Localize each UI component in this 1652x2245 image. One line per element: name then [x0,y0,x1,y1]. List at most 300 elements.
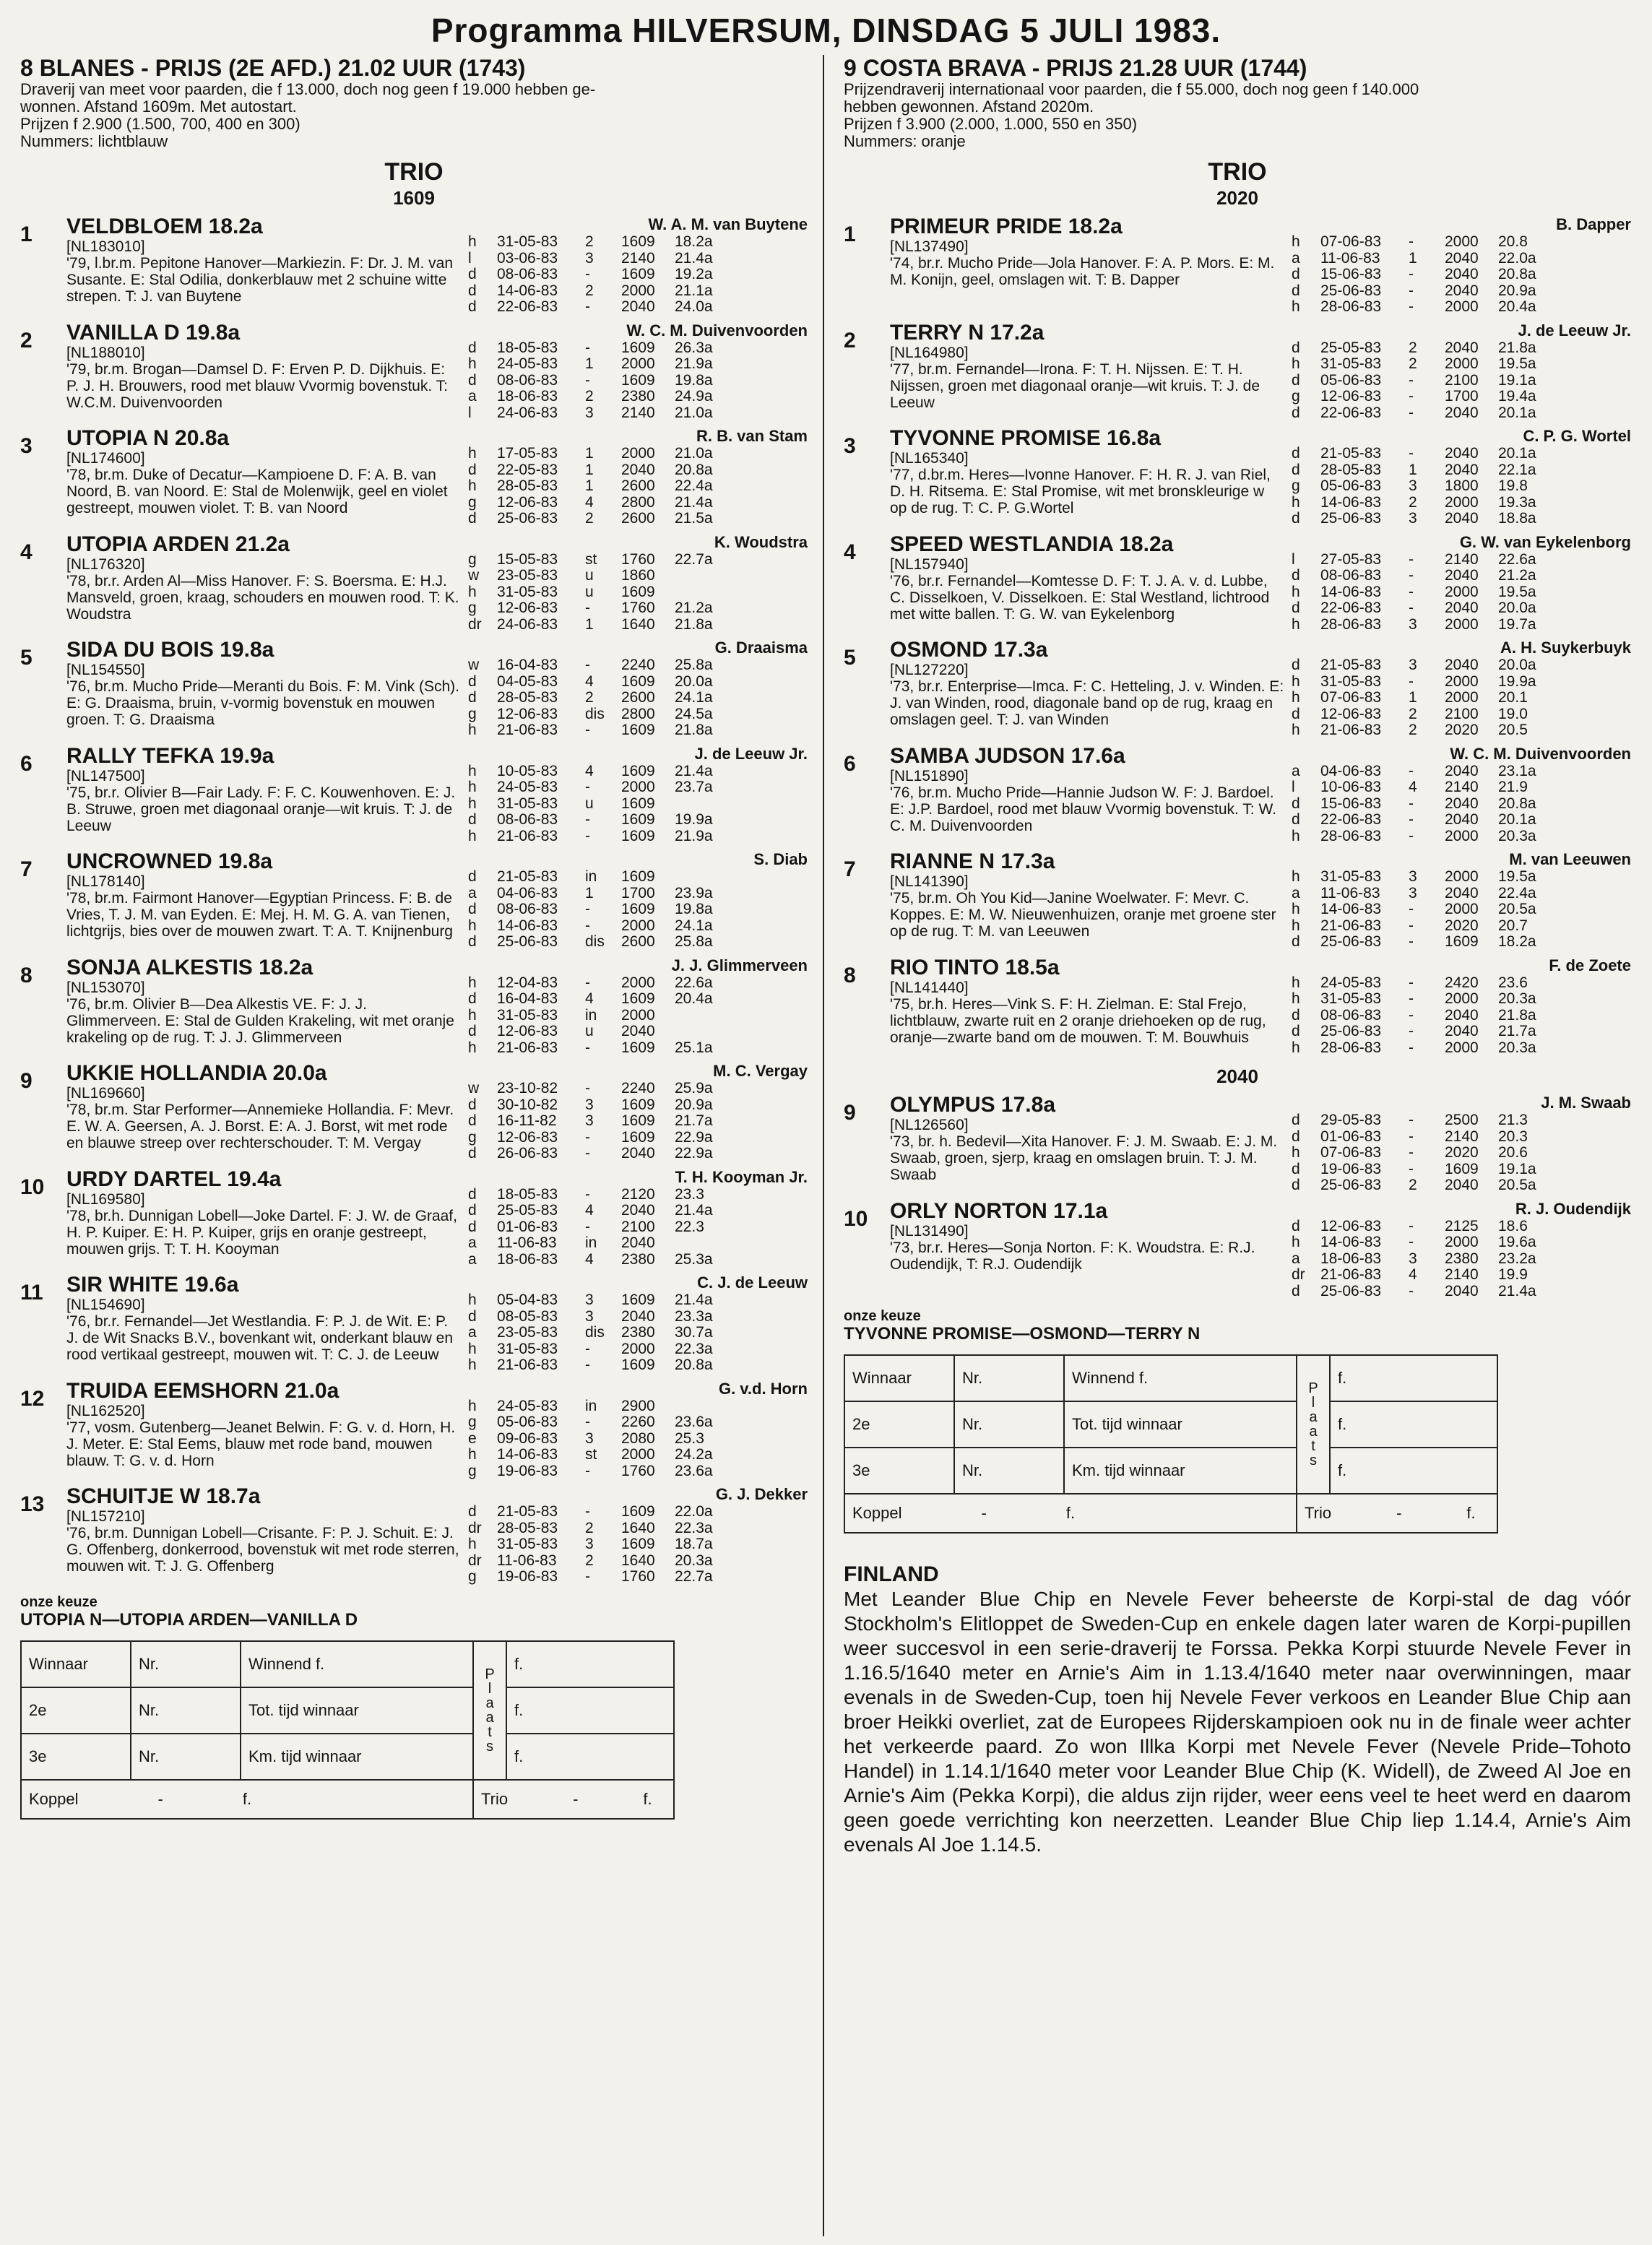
form-cell: 31-05-83 [497,1536,558,1552]
form-cell: g [468,1568,477,1585]
form-cell: 08-06-83 [497,811,558,828]
form-cell: 20.0a [1498,657,1536,673]
form-cell: 2120 [621,1185,655,1203]
form-cell: 2040 [1445,282,1479,299]
result-amount: f. [506,1734,674,1780]
form-cell: 2 [585,510,594,527]
form-cell: 10-06-83 [1320,779,1382,795]
horse-description: '76, br.m. Mucho Pride—Meranti du Bois. F: M. Vink (Sch). E: G. Draaisma, bruin, v-vormig bovenstuk en mouwen groen. T: G. Draaisma [66,678,459,728]
horse-entry [20,850,808,951]
form-row [468,251,808,267]
form-row [468,267,808,283]
horse-registration: [NL147500] [66,767,145,784]
form-cell: 15-05-83 [497,550,558,568]
form-cell: 2000 [621,445,655,462]
horse-registration: [NL154690] [66,1297,145,1313]
form-cell: 31-05-83 [1320,355,1382,372]
form-cell: u [585,795,594,812]
distance-heading: 1609 [393,187,435,209]
form-cell: a [468,1234,477,1251]
result-amount: f. [506,1641,674,1687]
form-cell: 20.3a [1498,827,1536,844]
form-cell: 22.3a [675,1340,713,1357]
form-cell: 20.4a [675,990,713,1007]
form-cell: u [585,583,594,600]
form-cell: h [468,233,477,250]
horse-name: UKKIE HOLLANDIA 20.0a [66,1061,327,1085]
form-cell: 22.7a [675,1568,713,1585]
horse-form [1292,745,1631,845]
form-cell: 04-06-83 [1320,762,1382,779]
horse-entry [844,1094,1631,1194]
horse-entry [844,427,1631,527]
form-row [468,796,808,813]
form-row [1292,568,1631,584]
form-cell: 2140 [1445,1128,1479,1145]
form-cell: 4 [585,1250,594,1268]
form-cell: 19.1a [1498,1160,1536,1177]
form-cell: - [1409,811,1414,828]
form-cell: h [468,917,477,934]
form-cell: 2140 [621,249,655,267]
form-cell: - [585,657,590,673]
form-cell: 2 [585,233,594,250]
horse-driver: R. J. Oudendijk [1515,1199,1631,1218]
form-cell: d [468,901,477,917]
form-row [1292,478,1631,495]
form-cell: 23-10-82 [497,1080,558,1096]
form-cell: - [585,600,590,616]
form-cell: 2100 [621,1218,655,1235]
plaats-letter: l [488,1680,492,1697]
form-row [1292,796,1631,813]
form-cell: d [468,990,477,1007]
horse-details [66,1062,461,1162]
form-cell: 2100 [1445,705,1479,722]
horse-description: '76, br.m. Mucho Pride—Hannie Judson W. F: J. Bardoel. E: J.P. Bardoel, rood met blauw Vvormig bovenstuk. T: W. C. M. Duivenvoorden [890,784,1276,834]
result-field: Winnend f. [1064,1355,1297,1401]
form-cell: 2040 [1445,339,1479,356]
form-cell: 1609 [621,233,655,250]
race-info-line: wonnen. Afstand 1609m. Met autostart. [20,98,297,116]
form-cell: 22-06-83 [1320,600,1382,616]
form-cell: 25-06-83 [497,933,558,950]
form-cell: 4 [585,990,594,1007]
form-cell: 20.5 [1498,722,1528,738]
form-cell: d [468,1023,477,1039]
trio-f: f. [1466,1504,1476,1522]
form-cell: 2000 [1445,298,1479,315]
horse-form [1292,1094,1631,1194]
horse-name: SIR WHITE 19.6a [66,1273,239,1297]
form-cell: 2000 [621,974,655,991]
form-cell: h [468,1039,477,1056]
form-cell: - [1409,1234,1414,1250]
form-row [1292,511,1631,527]
form-row [468,764,808,780]
form-cell: 2900 [621,1397,655,1414]
form-cell: d [1292,339,1300,356]
form-cell: 2040 [1445,249,1479,267]
result-field: Tot. tijd winnaar [241,1687,473,1734]
form-cell: 20.3a [675,1552,713,1569]
horse-details [890,1094,1284,1194]
horse-details [66,1168,461,1268]
form-cell: - [1409,672,1414,690]
form-cell: 24.1a [675,689,713,706]
form-cell: 22-05-83 [497,461,558,478]
race-heading: 8 BLANES - PRIJS (2E AFD.) 21.02 UUR (1743) [20,55,526,81]
form-cell: h [1292,355,1300,372]
form-cell: 22-06-83 [497,298,558,315]
horse-description: '78, br.m. Duke of Decatur—Kampioene D. F: A. B. van Noord, B. van Noord. E: Stal de Molenwijk, geel en violet gestreept, mouwen violet. T: B. van Noord [66,467,448,516]
trio-dash: - [573,1789,579,1808]
form-cell: d [1292,795,1300,812]
form-cell: - [1409,1112,1414,1128]
form-cell: 21.4a [675,762,713,779]
form-cell: - [1409,1128,1414,1145]
form-cell: d [1292,1006,1300,1024]
result-label: 3e [844,1448,954,1494]
form-cell: 20.8a [675,1357,713,1373]
form-cell: 1609 [621,827,655,844]
form-cell: w [468,567,480,584]
form-cell: 1640 [621,1519,655,1536]
horse-description: '77, br.m. Fernandel—Irona. F: T. H. Nijssen. E: T. H. Nijssen, groen met diagonaal oranje—wit kruis. T: J. de Leeuw [890,360,1260,411]
form-cell: 24-06-83 [497,615,558,633]
form-row [1292,975,1631,992]
form-cell: - [585,371,590,389]
form-cell: - [1409,1217,1414,1234]
form-cell: 1609 [621,1503,655,1520]
horse-driver: G. W. van Eykelenborg [1459,532,1631,551]
form-cell: 2600 [621,689,655,706]
horse-number: 12 [20,1386,45,1411]
form-cell: 3 [1409,1250,1417,1267]
form-cell: h [468,1397,477,1414]
form-row [1292,1267,1631,1284]
race-info-line: Prijzendraverij internationaal voor paarden, die f 55.000, doch nog geen f 140.000 [844,80,1419,98]
form-cell: 12-06-83 [497,1128,558,1146]
form-cell: 1700 [1445,388,1479,405]
form-cell: 28-06-83 [1320,1039,1382,1056]
form-cell: d [1292,600,1300,616]
form-cell: - [585,1357,590,1373]
horse-form [1292,850,1631,951]
result-amount: f. [1330,1448,1497,1494]
form-row [1292,283,1631,300]
trio-heading: TRIO [384,158,444,186]
form-cell: 2 [585,1519,594,1536]
result-amount: f. [506,1687,674,1734]
koppel-dash: - [981,1504,987,1522]
trio-dash: - [1396,1504,1402,1522]
result-label: 2e [844,1401,954,1448]
form-cell: 2000 [621,1006,655,1024]
horse-number: 1 [844,222,856,246]
form-row [468,674,808,691]
form-cell: 2040 [1445,795,1479,812]
form-cell: l [468,404,472,421]
form-cell: 18-05-83 [497,339,558,356]
finland-article: Met Leander Blue Chip en Nevele Fever beheerste de Korpi-stal de dag vóór Stockholm's Elitloppet de Sweden-Cup en enkele dagen later waren de Korpi-pupillen weer succesvol in een serie-draverij te Forssa. Pekka Korpi stuurde Nevele Fever in 1.16.5/1640 meter en Arnie's Aim in 1.13.4/1640 meter naar overwinningen, maar evenals in de Sweden-Cup, toen hij Nevele Fever verkoos en Leander Blue Chip aan broer Heikki overliet, zat de Europees Rijderskampioen ook nu in de finale weer achter het verkeerde paard. Zo won Illka Korpi met Nevele Fever (Nevele Pride–Tohoto Handel) in 1.14.1/1640 meter voor Leander Blue Chip (K. Widell), de Zweed Al Joe en Arnie's Aim (Pekka Korpi), die aldus zijn rijder, weer eens veel te heet werd en daarom geen goede verrichting kon neerzetten. Leander Blue Chip liep 1.14.4, Arnie's Aim evenals Al Joe 1.14.5. [844,1588,1631,1856]
result-label: 3e [21,1734,131,1780]
horse-entry [844,639,1631,739]
form-cell: 18.6 [1498,1217,1528,1234]
form-cell: - [1409,1160,1414,1177]
horse-driver: J. M. Swaab [1541,1094,1631,1112]
form-row [1292,901,1631,918]
result-table [20,1640,675,1820]
form-cell: 2000 [621,355,655,372]
horse-name: TERRY N 17.2a [890,320,1045,345]
race-heading: 9 COSTA BRAVA - PRIJS 21.28 UUR (1744) [844,55,1307,81]
horse-entry [20,639,808,739]
form-cell: d [468,298,477,315]
form-cell: 22.6a [1498,550,1536,568]
horse-form [468,639,808,739]
form-cell: u [585,1023,594,1039]
koppel-row [844,1494,1497,1533]
horse-description: '78, br.m. Fairmont Hanover—Egyptian Princess. F: B. de Vries, T. J. M. van Eyden. E: Mej. H. M. G. A. van Tienen, lichtgrijs, bies over de mouwen zwart. T: A. T. Knijnenburg [66,890,453,940]
horse-registration: [NL162520] [66,1402,145,1419]
horse-registration: [NL164980] [890,344,969,361]
form-cell: 2040 [621,1234,655,1251]
form-cell: 18-06-83 [497,1250,558,1268]
form-cell: in [585,1006,597,1024]
form-cell: - [1409,917,1414,934]
form-row [468,812,808,829]
form-cell: 20.5a [1498,1177,1536,1193]
form-row [1292,991,1631,1008]
result-nr: Nr. [131,1734,241,1780]
form-cell: 24-06-83 [497,404,558,421]
form-cell: 21.2a [1498,567,1536,584]
result-row [844,1355,1497,1401]
form-cell: 2100 [1445,371,1479,389]
form-cell: 1609 [621,371,655,389]
horse-name: TYVONNE PROMISE 16.8a [890,426,1162,450]
form-row [1292,495,1631,511]
form-cell: 1 [585,477,594,494]
form-cell: 2040 [1445,266,1479,282]
form-cell: 24-05-83 [497,779,558,795]
form-cell: 1609 [621,868,655,885]
form-cell: 08-06-83 [1320,1006,1382,1024]
plaats-label [473,1641,506,1780]
result-field: Km. tijd winnaar [241,1734,473,1780]
form-cell: d [1292,1128,1300,1145]
form-cell: 2600 [621,477,655,494]
race-info-line: Nummers: lichtblauw [20,132,168,150]
form-cell: 08-05-83 [497,1307,558,1325]
form-cell: g [468,1462,477,1479]
horse-entry [20,427,808,527]
result-row [21,1687,674,1734]
form-row [1292,934,1631,951]
form-cell: 26-06-83 [497,1145,558,1162]
form-cell: 31-05-83 [1320,672,1382,690]
form-row [468,779,808,796]
horse-driver: C. P. G. Wortel [1523,427,1631,445]
form-cell: 2000 [1445,583,1479,600]
form-cell: 3 [1409,657,1417,673]
form-cell: 4 [585,493,594,511]
horse-description: '77, d.br.m. Heres—Ivonne Hanover. F: H. R. J. van Riel, D. H. Ritsema. E: Stal Promise, wit met bronskleurige w op de rug. T: C. P. G.Wortel [890,467,1271,516]
form-row [468,617,808,633]
form-cell: h [1292,233,1300,250]
form-cell: 22-06-83 [1320,811,1382,828]
form-cell: 1 [585,615,594,633]
form-cell: 21.9a [675,355,713,372]
horse-number: 2 [844,328,856,352]
form-cell: 4 [585,762,594,779]
form-cell: 08-06-83 [497,371,558,389]
horse-description: '75, br.h. Heres—Vink S. F: H. Zielman. E: Stal Frejo, lichtblauw, zwarte ruit en 2 oranje driehoeken op de rug, oranje—zwarte band om de mouwen. T: M. Bouwhuis [890,995,1266,1046]
form-cell: 24-05-83 [1320,974,1382,991]
horse-name: RALLY TEFKA 19.9a [66,743,274,768]
form-cell [675,1398,732,1415]
horse-registration: [NL183010] [66,238,145,255]
form-row [468,552,808,568]
form-cell: 25.9a [675,1080,713,1096]
form-cell: 2 [1409,355,1417,372]
form-cell: h [1292,689,1300,706]
form-cell: - [1409,266,1414,282]
horse-name: PRIMEUR PRIDE 18.2a [890,215,1123,238]
onze-keuze-label: onze keuze [844,1308,921,1324]
horse-entry [20,745,808,845]
form-cell: in [585,868,597,885]
form-cell: 08-06-83 [497,901,558,917]
horse-registration: [NL174600] [66,450,145,467]
horse-description: '75, br.m. Oh You Kid—Janine Woelwater. F: Mevr. C. Koppes. E: M. W. Nieuwenhuizen, oranje met groene ster op de rug. T: M. van Leeuwen [890,890,1276,940]
form-cell: dis [585,933,605,950]
form-cell: 11-06-83 [497,1552,557,1569]
form-cell: h [1292,990,1300,1007]
form-cell: 23-05-83 [497,567,558,584]
form-row [1292,1284,1631,1300]
form-cell: d [468,1145,477,1162]
form-row [468,1357,808,1374]
form-cell: g [468,600,477,616]
horse-details [890,956,1284,1057]
form-cell: 22.0a [1498,249,1536,267]
form-cell: - [1409,282,1414,299]
horse-registration: [NL165340] [890,450,969,467]
form-row [1292,1234,1631,1251]
form-cell: - [1409,233,1414,250]
form-cell: h [1292,1234,1300,1250]
form-row [1292,886,1631,902]
horse-name: SPEED WESTLANDIA 18.2a [890,532,1174,556]
form-cell [675,869,732,886]
form-cell: 1 [585,445,594,462]
form-cell: 21.3 [1498,1112,1528,1128]
form-cell: 14-06-83 [1320,493,1382,511]
form-cell: 19.5a [1498,583,1536,600]
form-cell: h [1292,722,1300,738]
form-row [468,405,808,422]
result-row [21,1641,674,1687]
form-row [1292,1008,1631,1024]
form-cell: dr [468,615,482,633]
form-cell: 12-06-83 [1320,388,1382,405]
form-cell: 3 [585,1096,594,1113]
horse-registration: [NL157940] [890,555,969,573]
horse-number: 9 [20,1069,33,1093]
form-cell: 2380 [1445,1250,1479,1267]
plaats-label [1297,1355,1330,1494]
horse-driver: M. van Leeuwen [1509,850,1631,868]
form-cell: 19.9a [675,811,713,828]
horse-number: 5 [844,646,856,670]
form-cell: 19.8a [675,371,713,389]
form-cell: 31-05-83 [1320,868,1382,885]
form-cell: - [585,1185,590,1203]
form-cell: 16-11-82 [497,1112,557,1129]
form-row [1292,1219,1631,1235]
horse-name: UTOPIA N 20.8a [66,426,230,450]
form-row [468,690,808,706]
form-cell: 18-05-83 [497,1185,558,1203]
form-cell: 31-05-83 [497,795,558,812]
horse-description: '79, br.m. Brogan—Damsel D. F: Erven P. D. Dijkhuis. E: P. J. H. Brouwers, rood met blauw Vvormig bovenstuk. T: W.C.M. Duivenvoorden [66,360,448,411]
form-cell: 14-06-83 [497,1446,558,1463]
form-cell: h [468,795,477,812]
trio-heading: TRIO [1208,158,1267,186]
horse-description: '75, br.r. Olivier B—Fair Lady. F: F. C. Kouwenhoven. E: J. B. Struwe, groen met diagonaal oranje—wit kruis. T: J. de Leeuw [66,784,456,834]
form-cell: 07-06-83 [1320,689,1382,706]
horse-registration: [NL151890] [890,767,969,784]
form-cell: 2040 [621,1023,655,1039]
horse-details [66,639,461,739]
form-cell: 2040 [1445,1023,1479,1039]
form-cell: a [1292,884,1300,901]
form-cell: 2040 [1445,567,1479,584]
onze-keuze-picks: TYVONNE PROMISE—OSMOND—TERRY N [844,1324,1201,1344]
horse-entry [844,1200,1631,1300]
form-cell: d [468,1096,477,1113]
form-cell: 1609 [621,266,655,282]
form-cell: d [468,672,477,690]
form-cell: 1860 [621,567,655,584]
form-cell: 20.1a [1498,811,1536,828]
horse-driver: K. Woudstra [714,532,808,551]
race-info-line: Prijzen f 3.900 (2.000, 1.000, 550 en 350) [844,115,1138,133]
form-cell: 24-05-83 [497,355,558,372]
form-cell: d [1292,266,1300,282]
form-cell: d [468,461,477,478]
race-info-line: Draverij van meet voor paarden, die f 13.000, doch nog geen f 19.000 hebben ge- [20,80,596,98]
form-cell: g [1292,477,1300,494]
form-cell: h [468,1446,477,1463]
form-cell: 22-06-83 [1320,404,1382,421]
horse-description: '76, br.r. Fernandel—Komtesse D. F: T. J. A. v. d. Lubbe, C. Disselkoen, V. Disselkoen. E: Stal Westland, lichtrood met witte ballen. T: G. W. van Eykelenborg [890,572,1270,623]
form-cell: l [1292,550,1295,568]
form-cell: 30.7a [675,1324,713,1341]
form-cell: 24.1a [675,917,713,934]
form-cell: 2040 [1445,404,1479,421]
horse-entry [20,1062,808,1162]
form-cell: 09-06-83 [497,1429,558,1447]
form-cell: 21-06-83 [497,827,558,844]
form-cell: 22.3 [675,1218,704,1235]
form-cell: 1609 [621,722,655,738]
form-cell: d [468,1218,477,1235]
form-cell: 1 [1409,249,1417,267]
horse-name: VANILLA D 19.8a [66,320,241,345]
